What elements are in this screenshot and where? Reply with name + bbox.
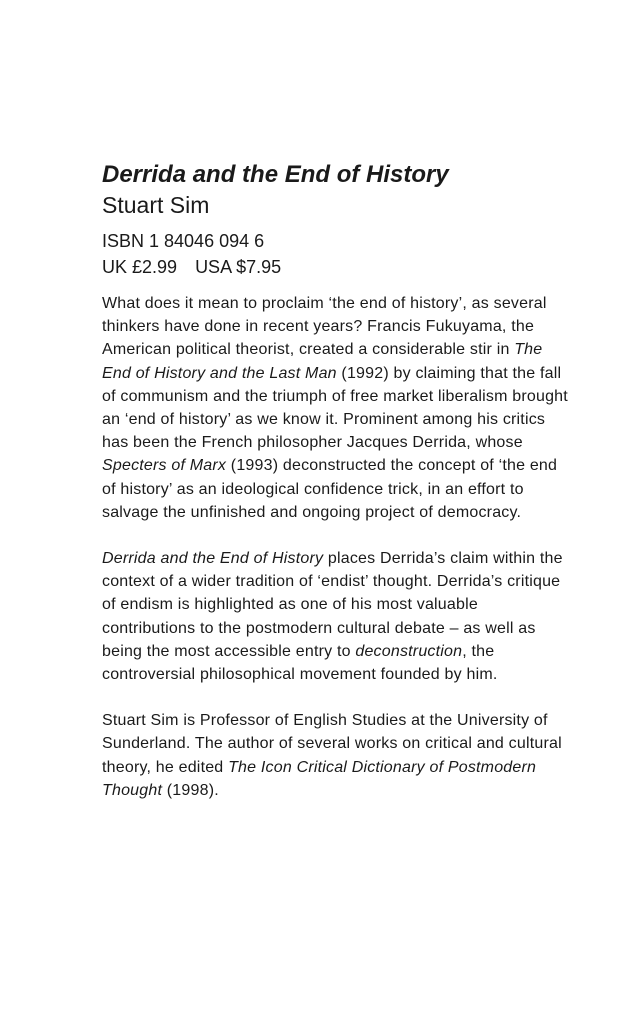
book-title: Derrida and the End of History xyxy=(102,161,449,188)
blurb-paragraph-2 xyxy=(102,547,572,686)
text-span: places Derrida’s claim within the context of a wider tradition of ‘endist’ thought. Derrida’s critique of endism is highlighted as one of his most valuable contributions to the postmodern cultural debate – as well as being the most accessible entry to xyxy=(102,550,563,660)
author-name: Stuart Sim xyxy=(102,192,210,218)
italic-term: deconstruction xyxy=(355,642,463,660)
text-span: What does it mean to proclaim ‘the end of history’, as several thinkers have done in recent years? Francis Fukuyama, the American political theorist, created a considerable stir in xyxy=(102,295,547,359)
italic-title: Specters of Marx xyxy=(102,457,227,475)
blurb xyxy=(102,292,572,802)
text-span: (1998). xyxy=(162,781,219,799)
text-span: , the controversial philosophical movement founded by him. xyxy=(102,642,498,684)
text-span: (1992) by claiming that the fall of communism and the triumph of free market liberalism brought an ‘end of history’ as we know it. Prominent among his critics has been the French philosopher Jacques Derrida, whose xyxy=(102,364,568,452)
text-span: Stuart Sim is Professor of English Studies at the University of Sunderland. The author of several works on critical and cultural theory, he edited xyxy=(102,712,562,776)
author-bio xyxy=(102,709,572,802)
italic-title: The Icon Critical Dictionary of Postmodern Thought xyxy=(102,758,537,799)
blurb-paragraph-1 xyxy=(102,292,572,524)
price-line xyxy=(102,254,572,280)
italic-title: Derrida and the End of History xyxy=(102,550,324,568)
price-usa: USA $7.95 xyxy=(195,257,282,277)
text-span: (1993) deconstructed the concept of ‘the end of history’ as an ideological confidence trick, in an effort to salvage the unfinished and ongoing project of democracy. xyxy=(102,457,558,521)
back-cover xyxy=(102,160,572,825)
price-uk: UK £2.99 xyxy=(102,257,178,277)
italic-title: The End of History and the Last Man xyxy=(102,341,543,382)
isbn: ISBN 1 84046 094 6 xyxy=(102,231,265,251)
